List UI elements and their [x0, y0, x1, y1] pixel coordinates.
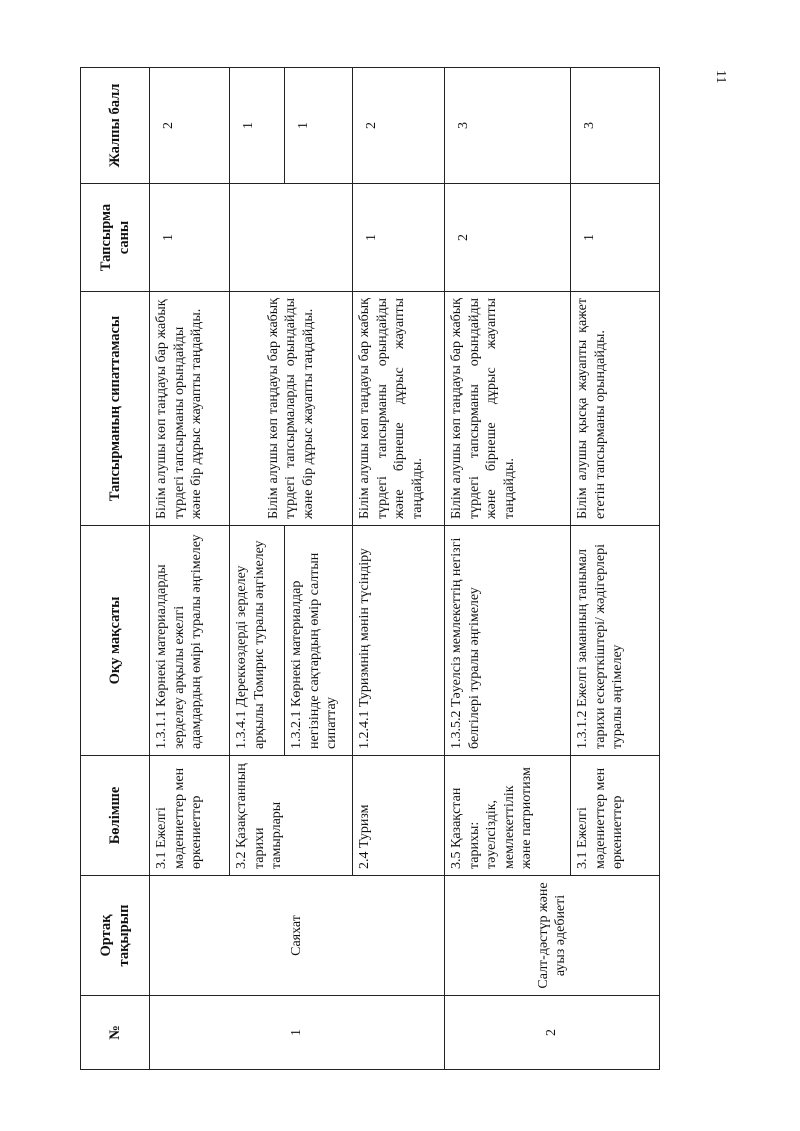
- description-cell: Білім алушы көп таңдауы бар жабық түрдегі тапсырманы орындайды және бір дұрыс жауапты таңдайды.: [150, 292, 230, 526]
- score-cell: 2: [150, 68, 230, 184]
- task-count-cell: 1: [353, 184, 445, 292]
- description-cell: Білім алушы көп таңдауы бар жабық түрдегі тапсырмаларды орындайды және бір дұрыс жауапты таңдайды.: [230, 292, 353, 526]
- header-no: №: [81, 996, 150, 1070]
- objective-cell: 1.3.1.2 Ежелгі заманның танымал тарихи ескерткіштері/ жәдігерлері туралы әңгімелеу: [571, 526, 660, 756]
- objective-cell: 1.2.4.1 Туризмнің мәнін түсіндіру: [353, 526, 445, 756]
- objective-cell: 1.3.4.1 Дереккөздерді зерделеу арқылы Томирис туралы әңгімелеу: [230, 526, 285, 756]
- score-cell: 1: [285, 68, 353, 184]
- common-topic: Салт-дәстүр және ауыз әдебиеті: [445, 876, 660, 996]
- score-cell: 3: [571, 68, 660, 184]
- task-count-cell: [230, 184, 353, 292]
- assessment-table: [80, 67, 660, 1070]
- header-topic: Ортақ тақырып: [81, 876, 150, 996]
- objective-cell: 1.3.5.2 Тәуелсіз мемлекеттің негізгі белгілері туралы әңгімелеу: [445, 526, 571, 756]
- header-row: [81, 68, 150, 1070]
- score-cell: 1: [230, 68, 285, 184]
- objective-cell: 1.3.1.1 Көрнекі материалдарды зерделеу арқылы ежелгі адамдардың өмірі туралы әңгімелеу: [150, 526, 230, 756]
- task-count-cell: 1: [571, 184, 660, 292]
- header-task-count: Тапсырма саны: [81, 184, 150, 292]
- description-cell: Білім алушы көп таңдауы бар жабық түрдегі тапсырманы орындайды және бірнеше дұрыс жауапты таңдайды.: [353, 292, 445, 526]
- header-description: Тапсырманың сипаттамасы: [81, 292, 150, 526]
- score-cell: 2: [353, 68, 445, 184]
- objective-cell: 1.3.2.1 Көрнекі материалдар негізінде сақтардың өмір салтын сипаттау: [285, 526, 353, 756]
- common-topic: Саяхат: [150, 876, 445, 996]
- description-cell: Білім алушы қысқа жауапты қажет ететін тапсырманы орындайды.: [571, 292, 660, 526]
- header-total-score: Жалпы балл: [81, 68, 150, 184]
- header-section: Бөлімше: [81, 756, 150, 876]
- assessment-table-container: [80, 68, 652, 1070]
- section-cell: 3.5 Қазақстан тарихы: тәуелсіздік, мемлекеттілік және патриотизм: [445, 756, 571, 876]
- section-cell: 3.1 Ежелгі мәдениеттер мен өркениеттер: [150, 756, 230, 876]
- section-cell: 3.1 Ежелгі мәдениеттер мен өркениеттер: [571, 756, 660, 876]
- score-cell: 3: [445, 68, 571, 184]
- header-objective: Оқу мақсаты: [81, 526, 150, 756]
- row-number: 2: [445, 996, 660, 1070]
- table-row: [445, 68, 571, 1070]
- section-cell: 2.4 Туризм: [353, 756, 445, 876]
- row-number: 1: [150, 996, 445, 1070]
- page-number: 11: [713, 70, 728, 84]
- section-cell: 3.2 Қазақстанның тарихи тамырлары: [230, 756, 353, 876]
- description-cell: Білім алушы көп таңдауы бар жабық түрдегі тапсырманы орындайды және бірнеше дұрыс жауапты таңдайды.: [445, 292, 571, 526]
- task-count-cell: 1: [150, 184, 230, 292]
- task-count-cell: 2: [445, 184, 571, 292]
- table-row: [150, 68, 230, 1070]
